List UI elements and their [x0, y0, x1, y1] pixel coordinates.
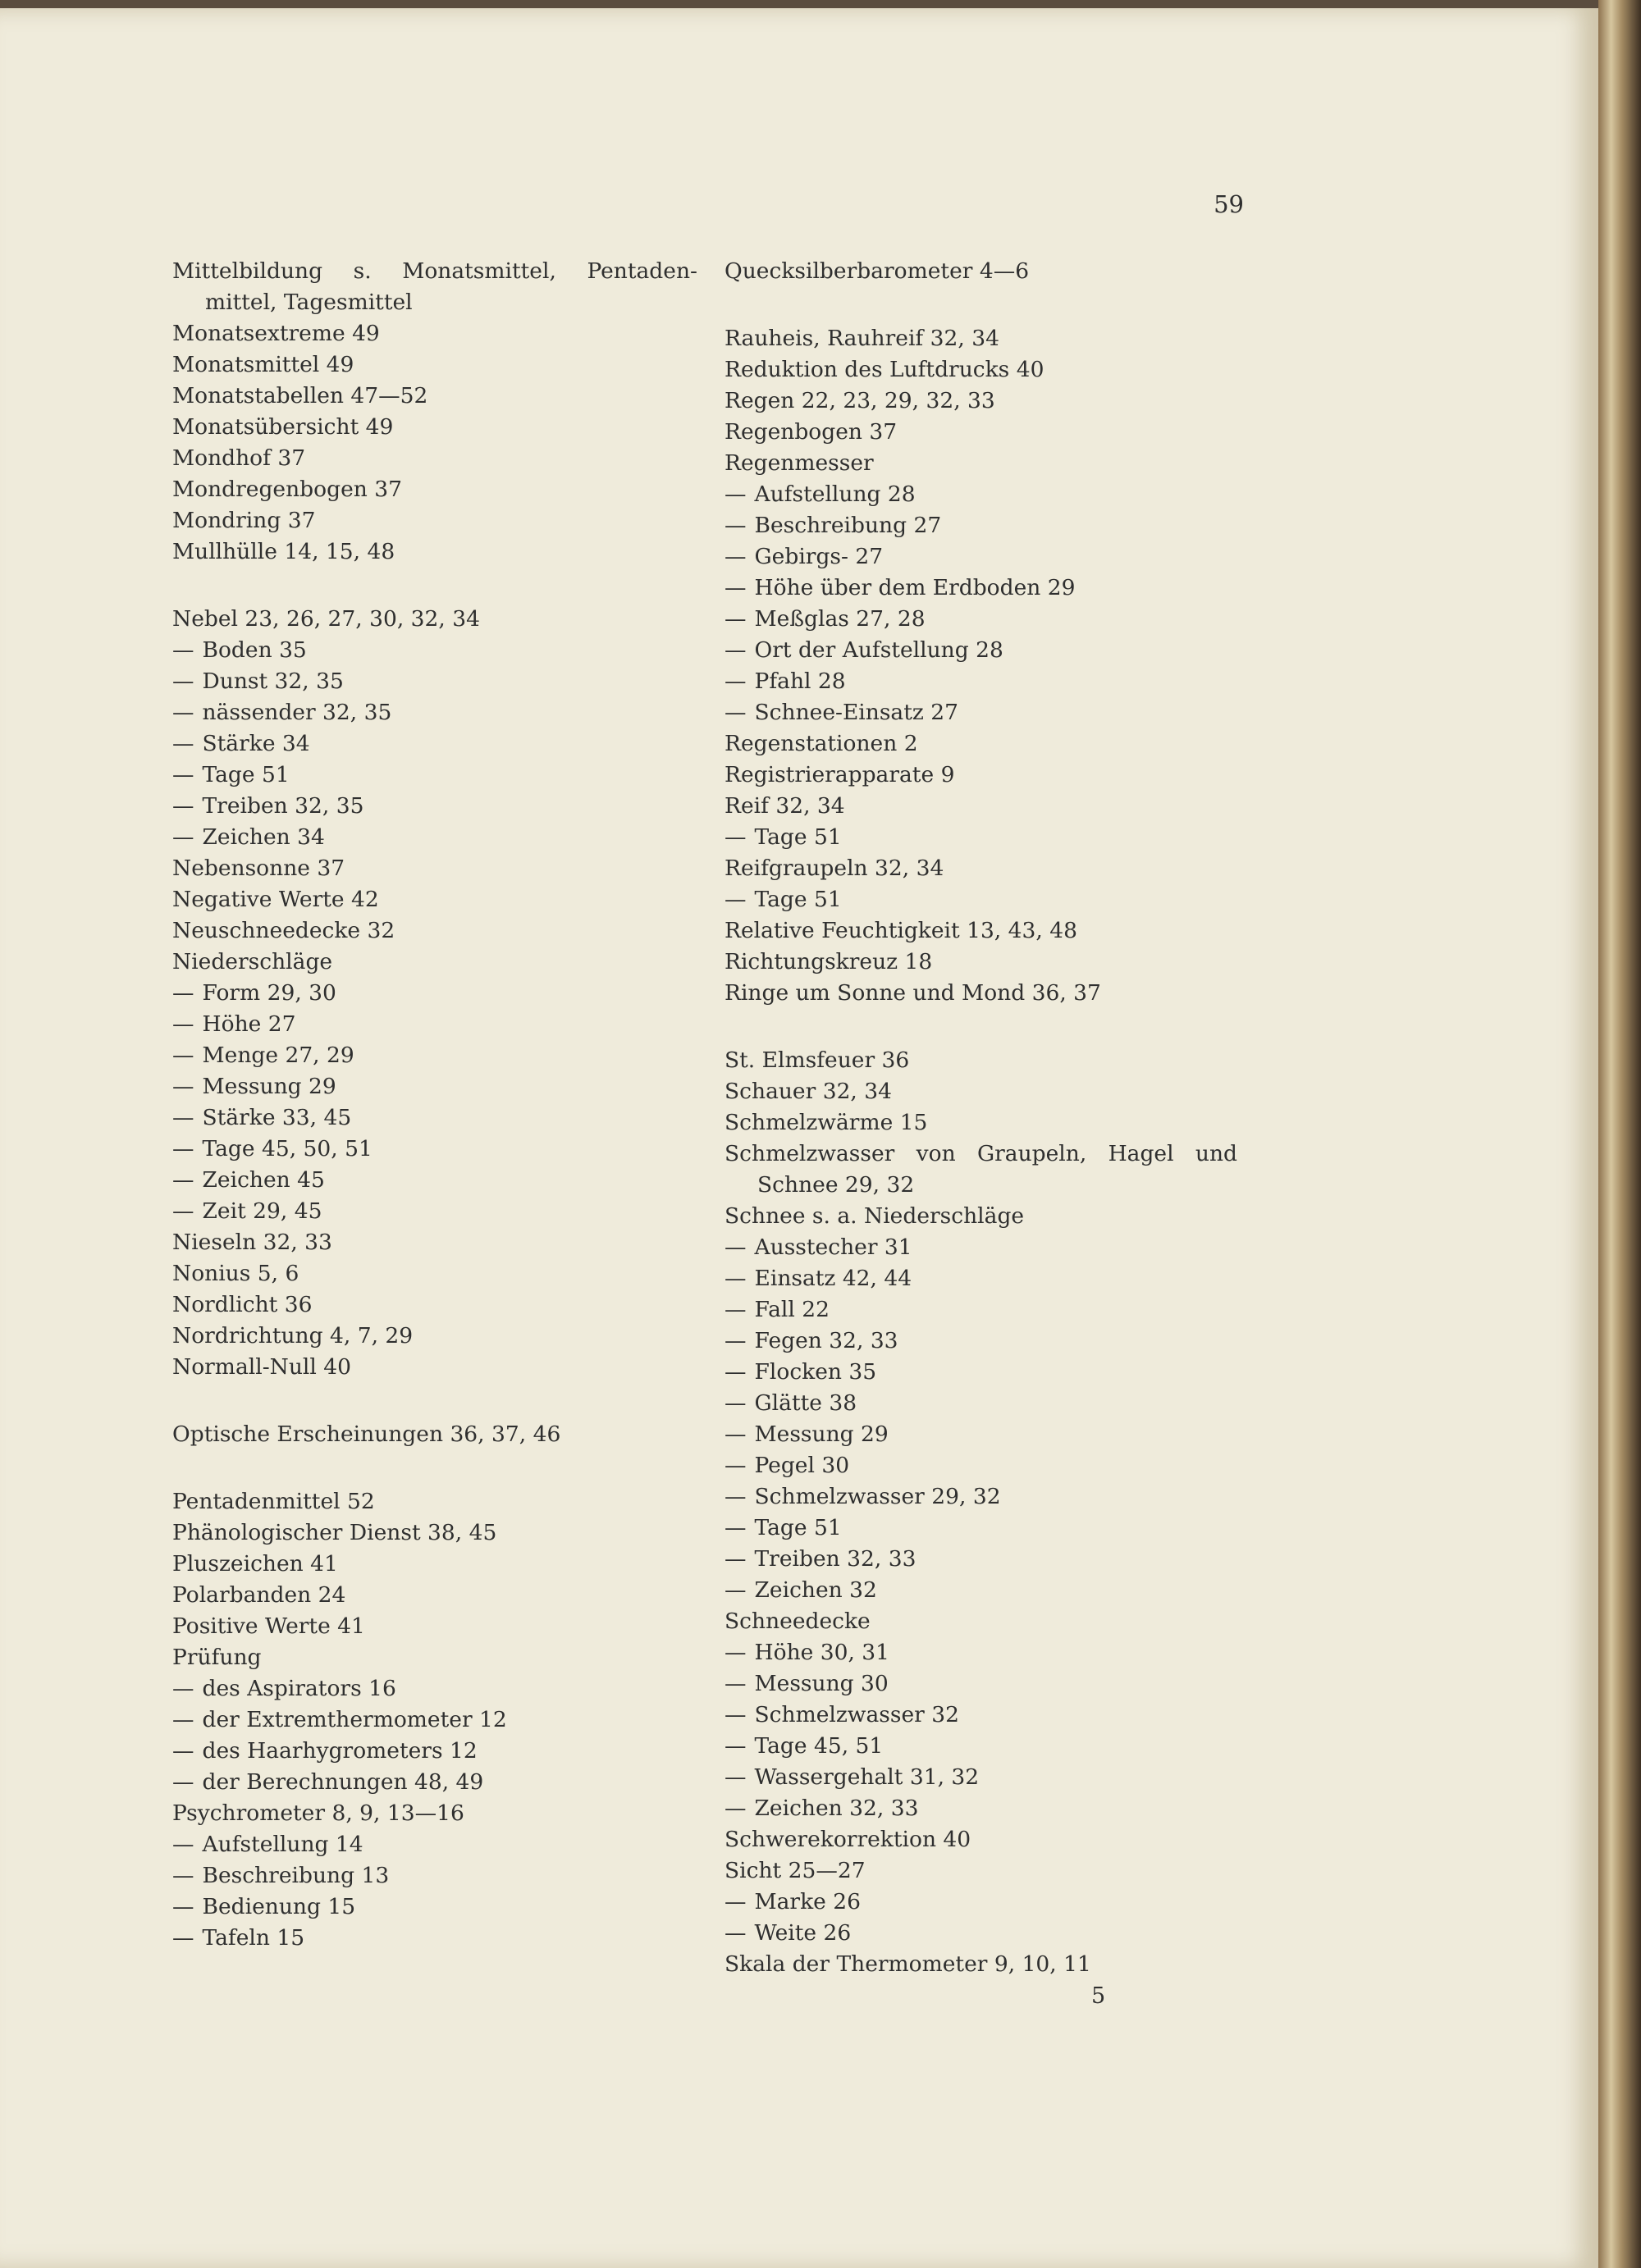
- word: Mittelbildung: [172, 258, 323, 284]
- index-entry: Monatsübersicht 49: [172, 414, 394, 440]
- index-subentry: — Stärke 34: [172, 728, 697, 760]
- index-subentry: — Glätte 38: [725, 1388, 1237, 1419]
- index-subentry: — Tage 51: [725, 884, 1237, 915]
- index-subentry: — Messung 29: [725, 1419, 1237, 1450]
- index-subentry: — Flocken 35: [725, 1357, 1237, 1388]
- letter-section-gap: [172, 1383, 697, 1419]
- index-subentry: — Tage 51: [725, 822, 1237, 853]
- index-subentry: — Stärke 33, 45: [172, 1102, 697, 1134]
- index-subentry: — Tage 45, 51: [725, 1731, 1237, 1762]
- word: von: [916, 1141, 956, 1166]
- index-subentry: — Pegel 30: [725, 1450, 1237, 1481]
- index-subentry: — Form 29, 30: [172, 978, 697, 1009]
- index-entry: Mondregenbogen 37: [172, 477, 402, 502]
- index-subentry: — Pfahl 28: [725, 666, 1237, 697]
- word: und: [1195, 1141, 1237, 1166]
- index-subentry: — Fall 22: [725, 1294, 1237, 1326]
- index-entry: Schauer 32, 34: [725, 1079, 892, 1104]
- index-entry: Regenmesser: [725, 450, 874, 476]
- index-entry: Rauheis, Rauhreif 32, 34: [725, 326, 999, 351]
- index-entry: Skala der Thermometer 9, 10, 11: [725, 1951, 1091, 1977]
- index-entry: Niederschläge: [172, 949, 333, 974]
- index-entry: Pentadenmittel 52: [172, 1489, 375, 1514]
- index-column-right: [725, 256, 1237, 1980]
- index-entry: Schmelzwärme 15: [725, 1110, 928, 1135]
- index-subentry: — Messung 29: [172, 1071, 697, 1102]
- word: Graupeln,: [976, 1141, 1087, 1166]
- index-entry-continuation: Schnee 29, 32: [757, 1172, 915, 1198]
- index-entry: Optische Erscheinungen 36, 37, 46: [172, 1421, 561, 1447]
- index-entry: Positive Werte 41: [172, 1613, 365, 1639]
- word: Pentaden-: [587, 258, 697, 284]
- book-page: [0, 8, 1601, 2268]
- index-entry: Normall-Null 40: [172, 1354, 351, 1380]
- index-entry: Monatstabellen 47—52: [172, 383, 428, 408]
- index-entry: Ringe um Sonne und Mond 36, 37: [725, 980, 1101, 1006]
- index-subentry: — Weite 26: [725, 1918, 1237, 1949]
- word: Hagel: [1108, 1141, 1174, 1166]
- index-subentry: — Marke 26: [725, 1887, 1237, 1918]
- index-subentry: — Aufstellung 14: [172, 1829, 697, 1860]
- index-subentry: — des Haarhygrometers 12: [172, 1736, 697, 1767]
- index-subentry: — Schmelzwasser 29, 32: [725, 1481, 1237, 1513]
- index-entry: Neuschneedecke 32: [172, 918, 395, 943]
- letter-section-gap: [172, 568, 697, 604]
- index-entry: Mondring 37: [172, 508, 316, 533]
- letter-section-gap: [172, 1450, 697, 1486]
- index-entry: [172, 256, 697, 287]
- index-entry: Prüfung: [172, 1645, 262, 1670]
- index-subentry: — Tafeln 15: [172, 1923, 697, 1954]
- signature-mark: 5: [1091, 1983, 1106, 2009]
- index-subentry: — Dunst 32, 35: [172, 666, 697, 697]
- word: Schmelzwasser: [725, 1141, 895, 1166]
- index-subentry: — Wassergehalt 31, 32: [725, 1762, 1237, 1793]
- index-subentry: — Beschreibung 27: [725, 510, 1237, 541]
- index-entry-continuation: mittel, Tagesmittel: [205, 290, 413, 315]
- index-subentry: — Zeichen 34: [172, 822, 697, 853]
- index-subentry: — Schnee-Einsatz 27: [725, 697, 1237, 728]
- index-entry: Pluszeichen 41: [172, 1551, 338, 1577]
- index-subentry: — Zeichen 32: [725, 1575, 1237, 1606]
- index-entry: Mullhülle 14, 15, 48: [172, 539, 395, 564]
- index-entry: Schnee s. a. Niederschläge: [725, 1203, 1025, 1229]
- index-entry: Nordlicht 36: [172, 1292, 313, 1317]
- index-subentry: — Bedienung 15: [172, 1892, 697, 1923]
- index-entry: Mondhof 37: [172, 445, 306, 471]
- index-subentry: — Fegen 32, 33: [725, 1326, 1237, 1357]
- index-entry: Nordrichtung 4, 7, 29: [172, 1323, 414, 1348]
- index-entry: Negative Werte 42: [172, 887, 379, 912]
- index-subentry: — Tage 51: [725, 1513, 1237, 1544]
- index-subentry: — des Aspirators 16: [172, 1673, 697, 1704]
- index-subentry: — Gebirgs- 27: [725, 541, 1237, 573]
- word: s.: [353, 258, 372, 284]
- index-subentry: — Boden 35: [172, 635, 697, 666]
- index-subentry: — Treiben 32, 35: [172, 791, 697, 822]
- index-entry: [725, 1139, 1237, 1170]
- index-entry: Nonius 5, 6: [172, 1261, 299, 1286]
- index-subentry: — Höhe über dem Erdboden 29: [725, 573, 1237, 604]
- index-entry: Schneedecke: [725, 1609, 871, 1634]
- index-entry: Phänologischer Dienst 38, 45: [172, 1520, 497, 1545]
- index-entry: Schwerekorrektion 40: [725, 1827, 971, 1852]
- index-entry: Quecksilberbarometer 4—6: [725, 258, 1030, 284]
- index-subentry: — Zeichen 45: [172, 1165, 697, 1196]
- index-entry: St. Elmsfeuer 36: [725, 1047, 910, 1073]
- index-entry: Nieseln 32, 33: [172, 1230, 332, 1255]
- index-subentry: — Ausstecher 31: [725, 1232, 1237, 1263]
- index-entry: Regen 22, 23, 29, 32, 33: [725, 388, 995, 413]
- index-entry: Reif 32, 34: [725, 793, 845, 819]
- index-subentry: — Beschreibung 13: [172, 1860, 697, 1892]
- index-subentry: — Meßglas 27, 28: [725, 604, 1237, 635]
- index-subentry: — Aufstellung 28: [725, 479, 1237, 510]
- index-subentry: — nässender 32, 35: [172, 697, 697, 728]
- index-subentry: — Tage 45, 50, 51: [172, 1134, 697, 1165]
- index-subentry: — Schmelzwasser 32: [725, 1700, 1237, 1731]
- index-subentry: — Treiben 32, 33: [725, 1544, 1237, 1575]
- index-subentry: — Menge 27, 29: [172, 1040, 697, 1071]
- index-entry: Registrierapparate 9: [725, 762, 955, 787]
- index-subentry: — Höhe 30, 31: [725, 1637, 1237, 1668]
- index-subentry: — der Berechnungen 48, 49: [172, 1767, 697, 1798]
- word: Monatsmittel,: [402, 258, 556, 284]
- index-entry: Psychrometer 8, 9, 13—16: [172, 1800, 464, 1826]
- index-subentry: — der Extremthermometer 12: [172, 1704, 697, 1736]
- index-subentry: — Einsatz 42, 44: [725, 1263, 1237, 1294]
- index-subentry: — Tage 51: [172, 760, 697, 791]
- index-subentry: — Höhe 27: [172, 1009, 697, 1040]
- index-entry: Richtungskreuz 18: [725, 949, 933, 974]
- index-subentry: — Zeichen 32, 33: [725, 1793, 1237, 1824]
- index-entry: Regenstationen 2: [725, 731, 918, 756]
- index-entry: Nebensonne 37: [172, 856, 345, 881]
- index-entry: Regenbogen 37: [725, 419, 898, 445]
- index-entry: Monatsmittel 49: [172, 352, 354, 377]
- letter-section-gap: [725, 1009, 1237, 1045]
- index-entry: Reduktion des Luftdrucks 40: [725, 357, 1044, 382]
- index-entry: Relative Feuchtigkeit 13, 43, 48: [725, 918, 1077, 943]
- page-number: 59: [1214, 190, 1244, 218]
- index-entry: Nebel 23, 26, 27, 30, 32, 34: [172, 606, 480, 632]
- index-subentry: — Messung 30: [725, 1668, 1237, 1700]
- letter-section-gap: [725, 287, 1237, 323]
- index-subentry: — Ort der Aufstellung 28: [725, 635, 1237, 666]
- index-subentry: — Zeit 29, 45: [172, 1196, 697, 1227]
- book-spine-edge: [1598, 0, 1641, 2268]
- index-entry: Reifgraupeln 32, 34: [725, 856, 944, 881]
- index-entry: Polarbanden 24: [172, 1582, 346, 1608]
- index-entry: Monatsextreme 49: [172, 321, 380, 346]
- index-entry: Sicht 25—27: [725, 1858, 866, 1883]
- index-column-left: [172, 256, 697, 1954]
